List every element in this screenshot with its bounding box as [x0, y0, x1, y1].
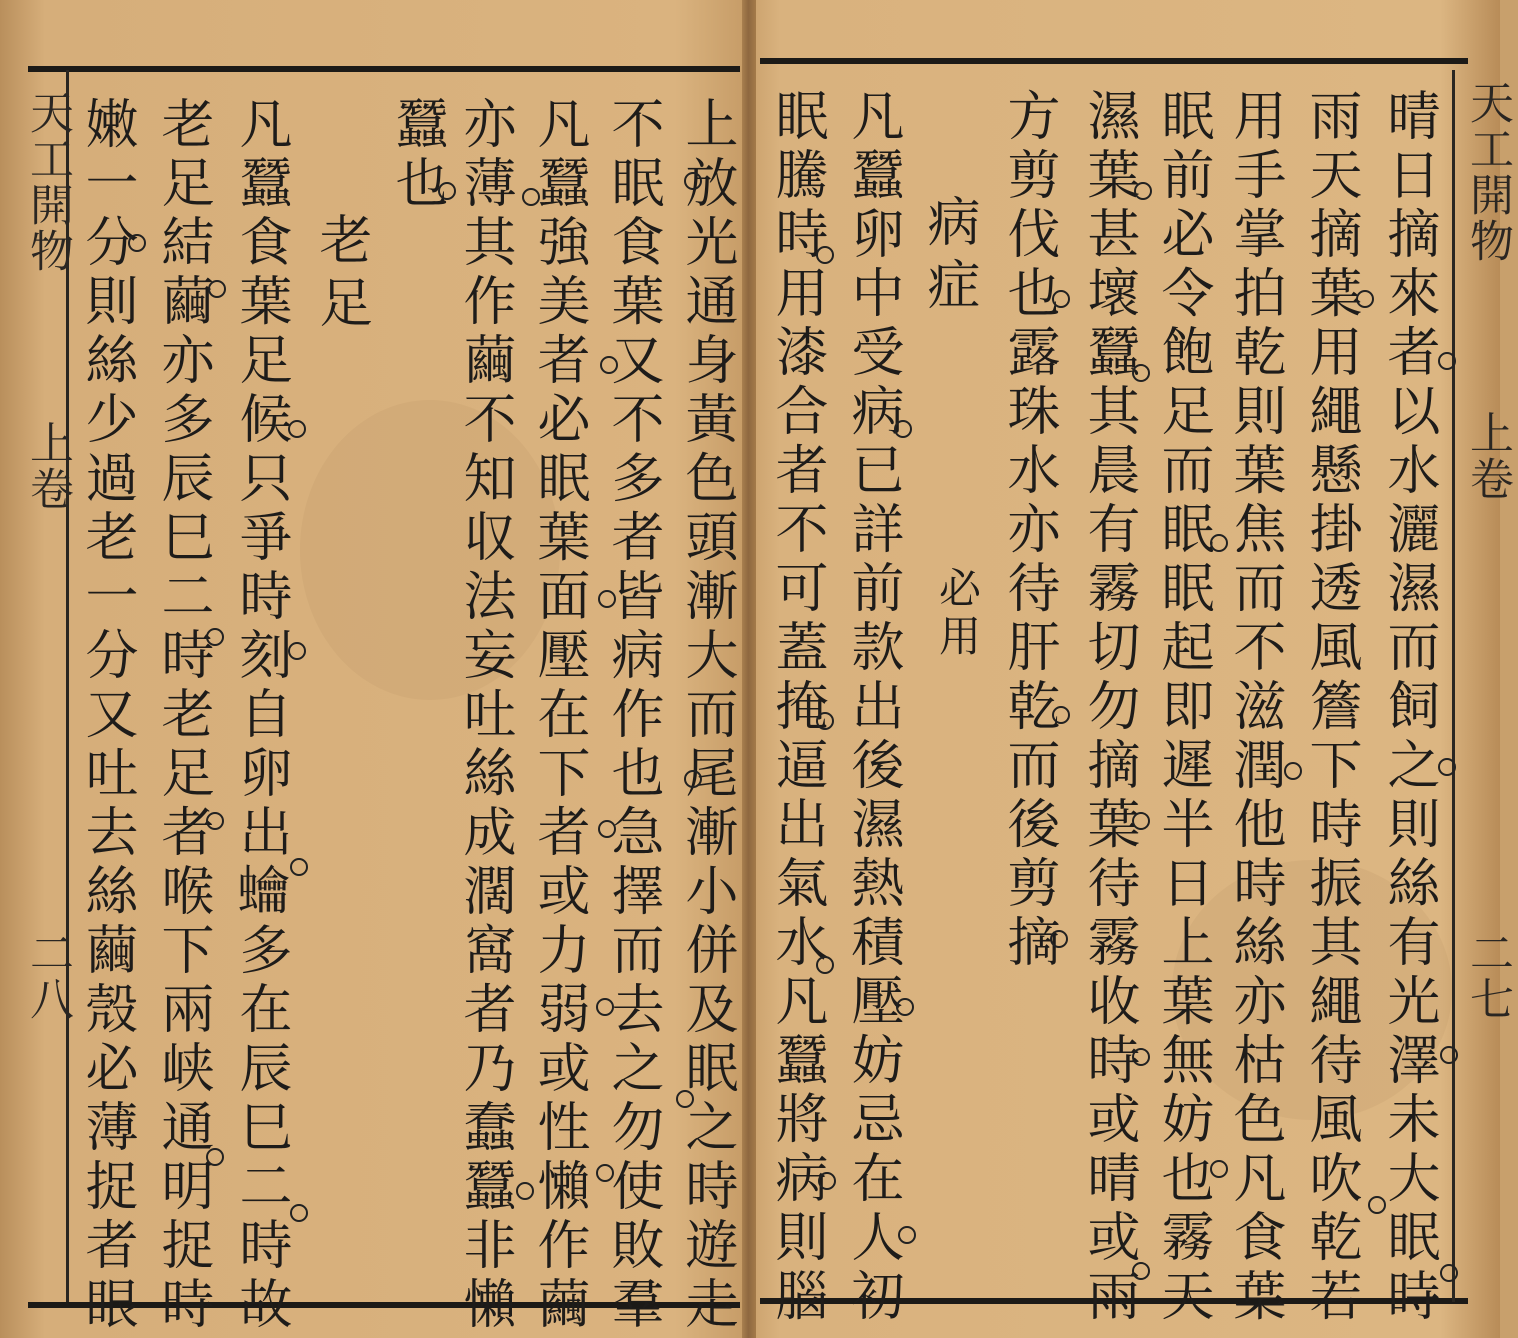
punctuation-mark — [1356, 290, 1374, 308]
text-column: 晴日摘來者以水灑濕而飼之則絲有光澤未大眠時 — [1379, 88, 1440, 1327]
punctuation-mark — [684, 770, 702, 788]
text-column: 凡蠶強美者必眠葉面壓在下者或力弱或性懶作繭 — [529, 96, 590, 1335]
punctuation-mark — [816, 956, 834, 974]
text-column: 濕葉甚壞蠶其晨有霧切勿摘葉待霧收時或晴或雨 — [1079, 88, 1140, 1327]
page-frame-top — [28, 66, 740, 72]
punctuation-mark — [1052, 290, 1070, 308]
text-column: 雨天摘葉用繩懸掛透風簷下時振其繩待風吹乾若 — [1301, 88, 1362, 1327]
text-column: 眠前必令飽足而眠眠起即遲半日上葉無妨也霧天 — [1153, 88, 1214, 1327]
punctuation-mark — [816, 712, 834, 730]
punctuation-mark — [206, 628, 224, 646]
margin-title: 天工開物 — [22, 90, 73, 274]
punctuation-mark — [1438, 758, 1456, 776]
margin-volume: 上卷 — [1462, 410, 1513, 502]
text-column: 用手掌拍乾則葉焦而不滋潤他時絲亦枯色凡食葉 — [1225, 88, 1286, 1327]
punctuation-mark — [1284, 762, 1302, 780]
punctuation-mark — [684, 172, 702, 190]
text-column: 亦薄其作繭不知収法妄吐絲成濶窩者乃蠢蠶非懶 — [455, 96, 516, 1335]
text-column: 凡蠶食葉足候只爭時刻自卵出𧕋多在辰巳二時故 — [231, 96, 292, 1335]
text-column: 上放光通身黃色頭漸大而尾漸小併及眠之時遊走 — [677, 96, 738, 1335]
punctuation-mark — [676, 1090, 694, 1108]
punctuation-mark — [1438, 352, 1456, 370]
punctuation-mark — [596, 998, 614, 1016]
text-column: 眠騰時用漆合者不可蓋掩逼出氣水凡蠶將病則腦 — [767, 88, 828, 1327]
punctuation-mark — [128, 234, 146, 252]
section-heading: 病症 — [919, 194, 980, 320]
punctuation-mark — [894, 420, 912, 438]
punctuation-mark — [1210, 534, 1228, 552]
text-column: 不眠食葉又不多者皆病作也急擇而去之勿使敗羣 — [603, 96, 664, 1335]
punctuation-mark — [1132, 1048, 1150, 1066]
punctuation-mark — [1050, 930, 1068, 948]
left-page — [0, 0, 745, 1338]
punctuation-mark — [206, 1148, 224, 1166]
text-column: 嫩一分則絲少過老一分又吐去絲繭殼必薄捉者眼 — [77, 96, 138, 1335]
page-frame-top — [760, 58, 1468, 64]
punctuation-mark — [600, 356, 618, 374]
punctuation-mark — [1132, 1262, 1150, 1280]
inline-note: 必用 — [933, 566, 982, 662]
punctuation-mark — [438, 182, 456, 200]
punctuation-mark — [522, 188, 540, 206]
text-column: 方剪伐也露珠水亦待肝乾而後剪摘 — [999, 88, 1060, 973]
text-column: 蠶也 — [387, 96, 448, 214]
margin-title: 天工開物 — [1462, 80, 1513, 264]
text-column: 凡蠶卵中受病已詳前款出後濕熱積壓妨忌在人初 — [843, 88, 904, 1327]
punctuation-mark — [1134, 182, 1152, 200]
margin-rule — [1452, 70, 1455, 1302]
punctuation-mark — [898, 1226, 916, 1244]
punctuation-mark — [516, 1182, 534, 1200]
punctuation-mark — [206, 812, 224, 830]
punctuation-mark — [288, 420, 306, 438]
punctuation-mark — [596, 1164, 614, 1182]
punctuation-mark — [1132, 364, 1150, 382]
punctuation-mark — [1440, 1046, 1458, 1064]
punctuation-mark — [598, 820, 616, 838]
punctuation-mark — [1440, 1264, 1458, 1282]
punctuation-mark — [816, 246, 834, 264]
punctuation-mark — [290, 858, 308, 876]
paper-stain — [300, 400, 560, 700]
punctuation-mark — [818, 1172, 836, 1190]
right-page — [752, 0, 1513, 1338]
margin-page-number: 二八 — [22, 930, 73, 1022]
margin-volume: 上卷 — [22, 420, 73, 512]
punctuation-mark — [1210, 1160, 1228, 1178]
punctuation-mark — [598, 590, 616, 608]
punctuation-mark — [1132, 812, 1150, 830]
text-column: 老足結繭亦多辰巳二時老足者喉下兩峡通明捉時 — [153, 96, 214, 1335]
punctuation-mark — [290, 1204, 308, 1222]
punctuation-mark — [1368, 1196, 1386, 1214]
punctuation-mark — [1052, 706, 1070, 724]
punctuation-mark — [288, 642, 306, 660]
punctuation-mark — [896, 998, 914, 1016]
section-heading: 老足 — [311, 212, 372, 338]
margin-page-number: 二七 — [1462, 930, 1513, 1022]
punctuation-mark — [208, 280, 226, 298]
